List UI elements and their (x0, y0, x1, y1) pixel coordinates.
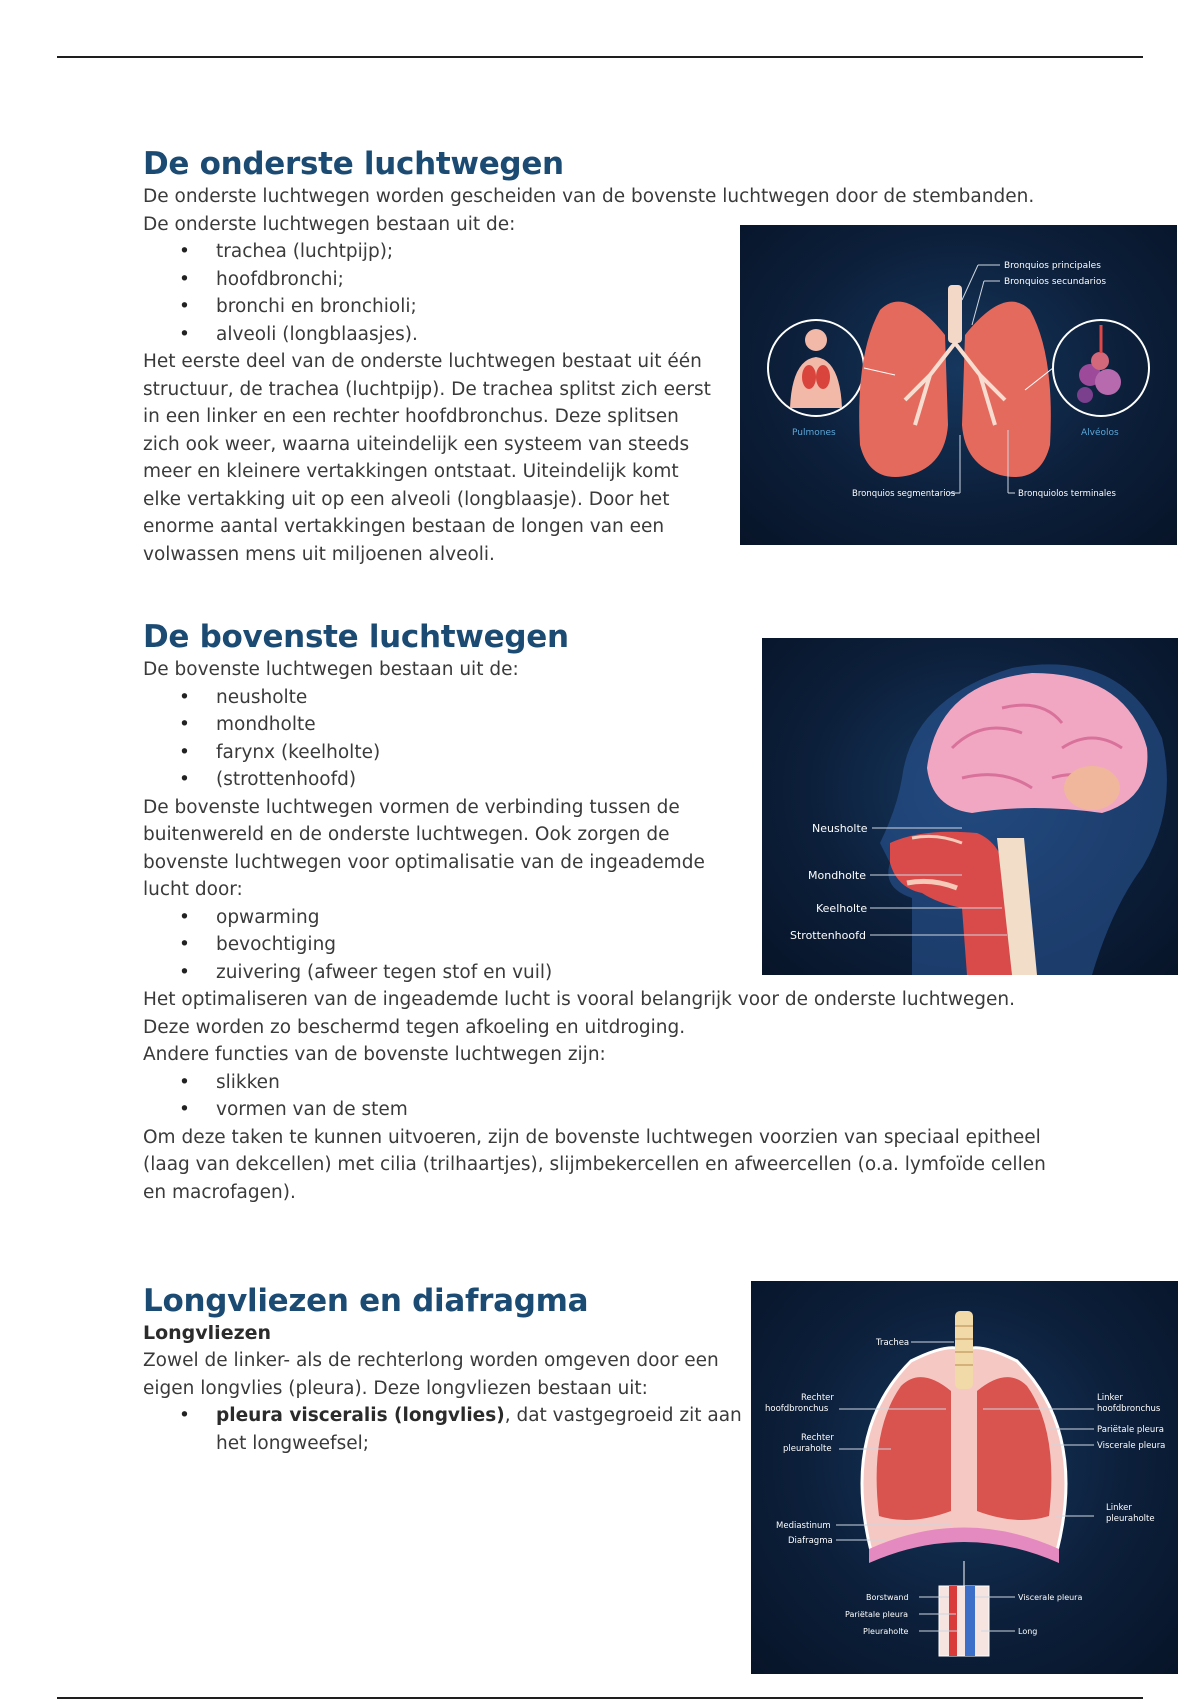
section-title: De onderste luchtwegen (143, 146, 564, 182)
pleura-diagram-illustration (751, 1281, 1178, 1674)
lungs-illustration (740, 225, 1177, 545)
label-mediastinum: Mediastinum (776, 1521, 831, 1531)
label-viscerale-pleura: Viscerale pleura (1097, 1441, 1166, 1451)
bold-term: pleura visceralis (longvlies) (216, 1405, 505, 1426)
paragraph-line: volwassen mens uit miljoenen alveoli. (143, 543, 495, 565)
label-rechter: Rechter (801, 1433, 834, 1443)
label-bronquios-principales: Bronquios principales (1004, 261, 1101, 271)
list-item (143, 1402, 742, 1457)
top-rule (57, 56, 1143, 58)
paragraph: De bovenste luchtwegen bestaan uit de: (143, 659, 519, 680)
label-strottenhoofd: Strottenhoofd (790, 929, 866, 942)
label-alveolos: Alvéolos (1081, 428, 1119, 438)
label-pleuraholte: pleuraholte (1106, 1514, 1155, 1524)
list-item-text: , dat vastgegroeid zit aan (504, 1405, 742, 1426)
list-item: • slikken (143, 1069, 1046, 1097)
paragraph-line: Het optimaliseren van de ingeademde lucht is vooral belangrijk voor de onderste luchtwegen. (143, 989, 1016, 1010)
label-parietale-pleura: Pariëtale pleura (845, 1610, 909, 1619)
label-bronquios-segmentarios: Bronquios segmentarios (852, 489, 956, 499)
list-item: • bevochtiging (143, 931, 1046, 959)
paragraph-line: en macrofagen). (143, 1181, 296, 1203)
label-parietale-pleura: Pariëtale pleura (1097, 1425, 1164, 1435)
label-mondholte: Mondholte (808, 869, 867, 882)
label-hoofdbronchus: hoofdbronchus (1097, 1404, 1161, 1414)
section-title: De bovenste luchtwegen (143, 619, 569, 655)
label-trachea: Trachea (876, 1338, 910, 1348)
paragraph-line: elke vertakking uit op een alveoli (longblaasje). Door het (143, 488, 670, 510)
label-diafragma: Diafragma (788, 1536, 833, 1546)
paragraph-line: bovenste luchtwegen voor optimalisatie van de ingeademde (143, 851, 705, 873)
list-item-text: het longweefsel; (216, 1432, 369, 1454)
label-long: Long (1018, 1627, 1038, 1636)
paragraph-line: Zowel de linker- als de rechterlong worden omgeven door een (143, 1350, 719, 1371)
paragraph-line: in een linker en een rechter hoofdbronchus. Deze splitsen (143, 406, 679, 427)
label-keelholte: Keelholte (816, 902, 868, 915)
label-pleuraholte: pleuraholte (783, 1444, 832, 1454)
label-hoofdbronchus: hoofdbronchus (765, 1404, 829, 1414)
list-item: • hoofdbronchi; (143, 266, 1034, 294)
label-pulmones: Pulmones (792, 428, 836, 438)
paragraph: Andere functies van de bovenste luchtwegen zijn: (143, 1044, 606, 1065)
label-pleuraholte: Pleuraholte (863, 1627, 909, 1636)
bullet-list (143, 1402, 742, 1457)
label-bronquios-secundarios: Bronquios secundarios (1004, 277, 1107, 287)
paragraph-line: De bovenste luchtwegen vormen de verbinding tussen de (143, 796, 680, 818)
paragraph-line: buitenwereld en de onderste luchtwegen. Ook zorgen de (143, 824, 670, 845)
bullet-list (143, 1069, 1046, 1124)
list-item: • neusholte (143, 684, 1046, 712)
list-item: • alveoli (longblaasjes). (143, 321, 1034, 349)
paragraph-line: Om deze taken te kunnen uitvoeren, zijn de bovenste luchtwegen voorzien van speciaal epitheel (143, 1126, 1041, 1148)
section-pleura-diaphragm (143, 1282, 742, 1457)
list-item: • trachea (luchtpijp); (143, 238, 1034, 266)
paragraph-line: Het eerste deel van de onderste luchtwegen bestaat uit één (143, 351, 702, 372)
label-linker: Linker (1106, 1503, 1132, 1513)
head-airways-illustration (762, 638, 1178, 975)
paragraph-line: Deze worden zo beschermd tegen afkoeling en uitdroging. (143, 1016, 686, 1038)
list-item: • bronchi en bronchioli; (143, 293, 1034, 321)
paragraph: De onderste luchtwegen bestaan uit de: (143, 213, 516, 235)
list-item: • opwarming (143, 904, 1046, 932)
subsection-title: Longvliezen (143, 1322, 272, 1344)
paragraph-line: enorme aantal vertakkingen bestaan de longen van een (143, 516, 665, 537)
label-linker: Linker (1097, 1393, 1123, 1403)
label-borstwand: Borstwand (866, 1593, 909, 1602)
label-viscerale-pleura: Viscerale pleura (1018, 1593, 1083, 1602)
paragraph-line: zich ook weer, waarna uiteindelijk een systeem van steeds (143, 433, 690, 455)
list-item: • mondholte (143, 711, 1046, 739)
label-rechter: Rechter (801, 1393, 834, 1403)
list-item: • farynx (keelholte) (143, 739, 1046, 767)
list-item: • zuivering (afweer tegen stof en vuil) (143, 959, 1046, 987)
bottom-rule (57, 1697, 1143, 1699)
list-item: • (strottenhoofd) (143, 766, 1046, 794)
paragraph: De onderste luchtwegen worden gescheiden van de bovenste luchtwegen door de stembanden. (143, 186, 1035, 207)
section-title: Longvliezen en diafragma (143, 1283, 589, 1319)
paragraph-line: eigen longvlies (pleura). Deze longvliezen bestaan uit: (143, 1377, 648, 1399)
paragraph-line: lucht door: (143, 879, 243, 900)
label-bronquiolos-terminales: Bronquiolos terminales (1018, 489, 1116, 499)
list-item: • vormen van de stem (143, 1096, 1046, 1124)
label-neusholte: Neusholte (812, 822, 868, 835)
paragraph-line: (laag van dekcellen) met cilia (trilhaartjes), slijmbekercellen en afweercellen (o.a. lymfoïde cellen (143, 1154, 1046, 1175)
paragraph-line: meer en kleinere vertakkingen ontstaat. Uiteindelijk komt (143, 461, 679, 482)
paragraph-line: structuur, de trachea (luchtpijp). De trachea splitst zich eerst (143, 378, 711, 400)
